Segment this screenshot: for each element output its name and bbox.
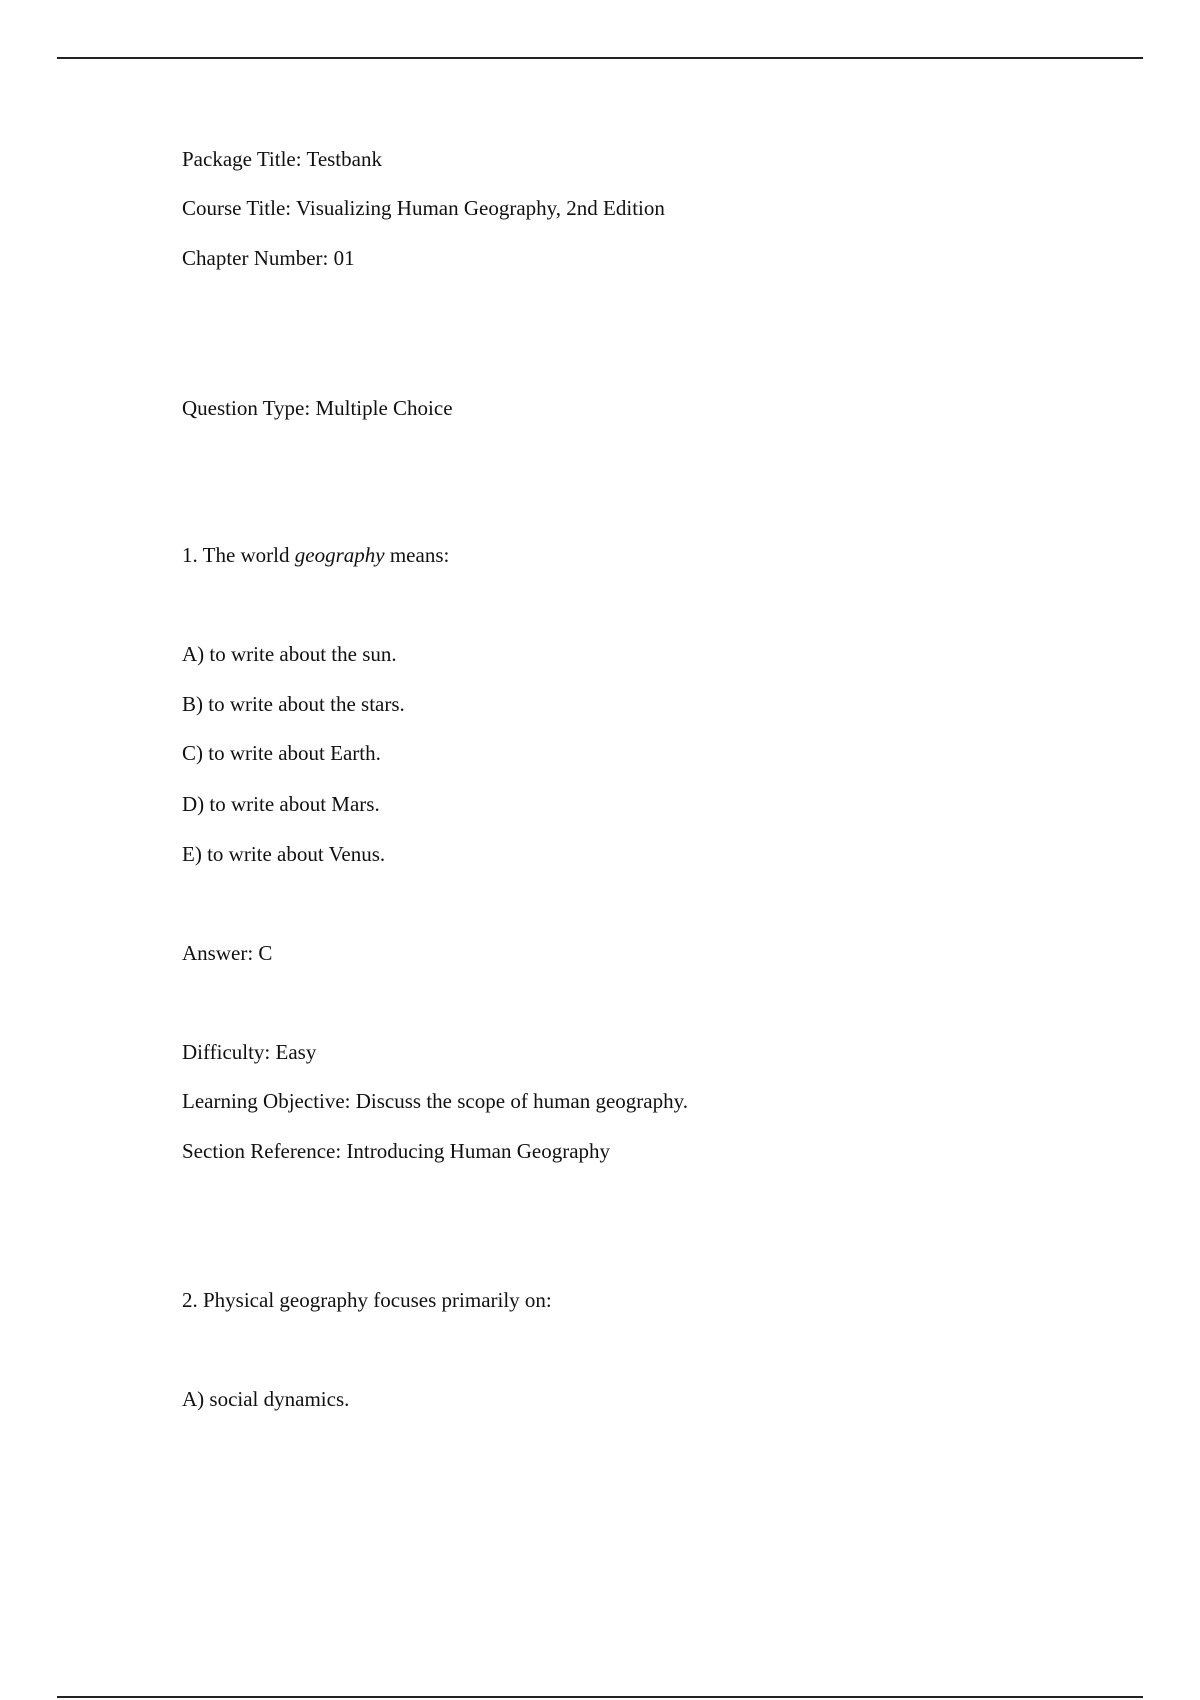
- question-1-option-b: B) to write about the stars.: [182, 692, 405, 716]
- question-1-answer: Answer: C: [182, 941, 273, 965]
- question-1-difficulty: Difficulty: Easy: [182, 1040, 317, 1064]
- question-1-stem: [182, 542, 449, 568]
- question-1-option-e: E) to write about Venus.: [182, 842, 386, 866]
- question-1-section-reference: Section Reference: Introducing Human Geography: [182, 1139, 611, 1163]
- question-type: Question Type: Multiple Choice: [182, 396, 453, 420]
- question-1-learning-objective: Learning Objective: Discuss the scope of human geography.: [182, 1089, 688, 1113]
- question-1-option-a: A) to write about the sun.: [182, 642, 397, 666]
- bottom-rule: [57, 1696, 1143, 1698]
- question-1-option-d: D) to write about Mars.: [182, 792, 380, 816]
- course-title: Course Title: Visualizing Human Geography, 2nd Edition: [182, 196, 665, 220]
- question-2-option-a: A) social dynamics.: [182, 1387, 350, 1411]
- question-1-option-c: C) to write about Earth.: [182, 741, 381, 765]
- question-1-stem-prefix: 1. The world: [182, 543, 295, 567]
- question-1-stem-italic: geography: [294, 543, 385, 567]
- question-1-stem-suffix: means:: [384, 543, 450, 567]
- chapter-number: Chapter Number: 01: [182, 246, 355, 270]
- top-rule: [57, 57, 1143, 59]
- question-2-stem: 2. Physical geography focuses primarily on:: [182, 1288, 552, 1312]
- package-title: Package Title: Testbank: [182, 147, 382, 171]
